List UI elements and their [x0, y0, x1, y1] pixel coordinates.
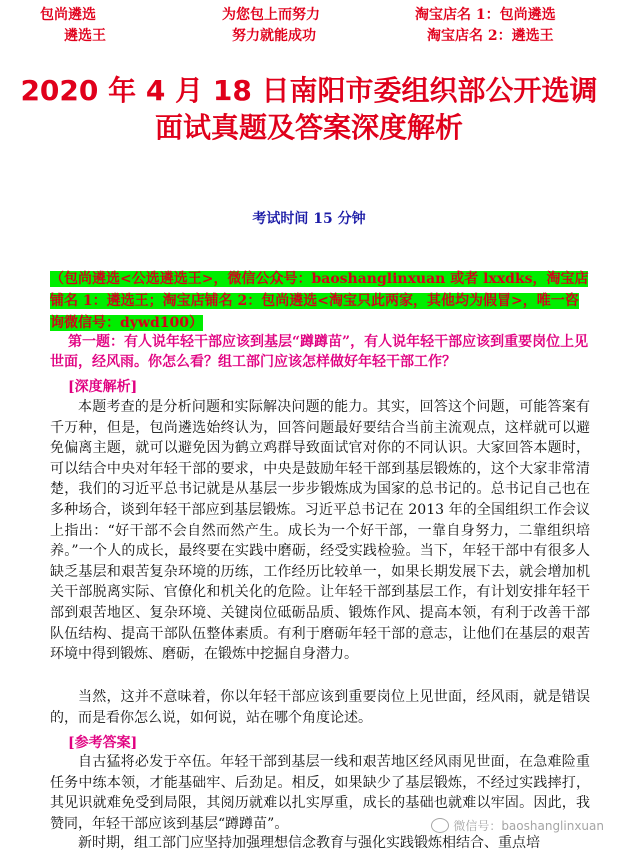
header-middle-line1: 为您包上而努力: [222, 7, 320, 23]
title-line1: 2020 年 4 月 18 日南阳市委组织部公开选调: [20, 74, 598, 107]
document-title: [0, 72, 618, 146]
header-middle: [222, 5, 320, 47]
wechat-icon: [431, 818, 449, 833]
answer-paragraph-2: 新时期，组工部门应坚持加强理想信念教育与强化实践锻炼相结合、重点培: [78, 835, 540, 851]
analysis-paragraph-1: 本题考查的是分析问题和实际解决问题的能力。其实，回答这个问题，可能答案有千万种，但是，包尚遴选始终认为，回答问题最好要结合当前主流观点，这样就可以避免偏离主题，就可以避免因为鹤立鸡群导致面试官对你的不同认识。大家回答本题时，可以结合中央对年轻干部的要求，中央是鼓励年轻干部到基层锻炼的，这个大家非常清楚，我们的习近平总书记就是从基层一步步锻炼成为国家的总书记的。总书记自己也在多种场合，谈到年轻干部应到基层锻炼。习近平总书记在 2013 年的全国组织工作会议上指出：“好干部不会自然而然产生。成长为一个好干部，一靠自身努力，二靠组织培养。”一个人的成长，最终要在实践中磨砺，经受实践检验。当下，年轻干部中有很多人缺乏基层和艰苦复杂环境的历练，工作经历比较单一，如果长期发展下去，就会增加机关干部脱离实际、官僚化和机关化的危险。让年轻干部到基层工作，有计划安排年轻干部到艰苦地区、复杂环境、关键岗位砥砺品质、锻炼作风、提高本领，有利于改善干部队伍结构、提高干部队伍整体素质。有利于磨砺年轻干部的意志，让他们在基层的艰苦环境中得到锻炼、磨砺，在锻炼中挖掘自身潜力。: [50, 399, 590, 663]
wechat-watermark: [431, 817, 604, 834]
answer-paragraph-1: 自古猛将必发于卒伍。年轻干部到基层一线和艰苦地区经风雨见世面，在急难险重任务中练本领，才能基础牢、后劲足。相反，如果缺少了基层锻炼，不经过实践摔打，其见识就难免受到局限，其阅历就难以扎实厚重，成长的基础也就难以牢固。因此，我赞同，年轻干部应该到基层“蹲蹲苗”。: [50, 754, 590, 832]
header-left-line2: 遴选王: [64, 28, 106, 44]
header-left: [40, 5, 106, 47]
promo-block: [50, 268, 590, 334]
header-left-line1: 包尚遴选: [40, 7, 96, 23]
question-1: 第一题：有人说年轻干部应该到基层“蹲蹲苗”，有人说年轻干部应该到重要岗位上见世面，经风雨。你怎么看？组工部门应该怎样做好年轻干部工作？: [50, 334, 589, 370]
watermark-text: 微信号：baoshanglinxuan: [453, 819, 604, 833]
page-header: [0, 0, 618, 70]
analysis-paragraph-2: 当然，这并不意味着，你以年轻干部应该到重要岗位上见世面，经风雨，就是错误的，而是看你怎么说，如何说，站在哪个角度论述。: [50, 689, 590, 726]
header-right-line2: 淘宝店名 2：遴选王: [427, 28, 554, 44]
section-analysis-title: [深度解析]: [68, 379, 138, 395]
header-right: [415, 5, 556, 47]
title-line2: 面试真题及答案深度解析: [154, 111, 463, 144]
header-right-line1: 淘宝店名 1：包尚遴选: [415, 7, 556, 23]
header-middle-line2: 努力就能成功: [232, 28, 316, 44]
promo-text: （包尚遴选<公选遴选王>，微信公众号：baoshanglinxuan 或者 lxxdks，淘宝店铺名 1：遴选王；淘宝店铺名 2：包尚遴选<淘宝只此两家，其他均为假冒>，唯一咨询微信号：dywd100）: [50, 271, 589, 331]
section-answer-title: [参考答案]: [68, 735, 138, 751]
exam-time: 考试时间 15 分钟: [252, 211, 366, 227]
